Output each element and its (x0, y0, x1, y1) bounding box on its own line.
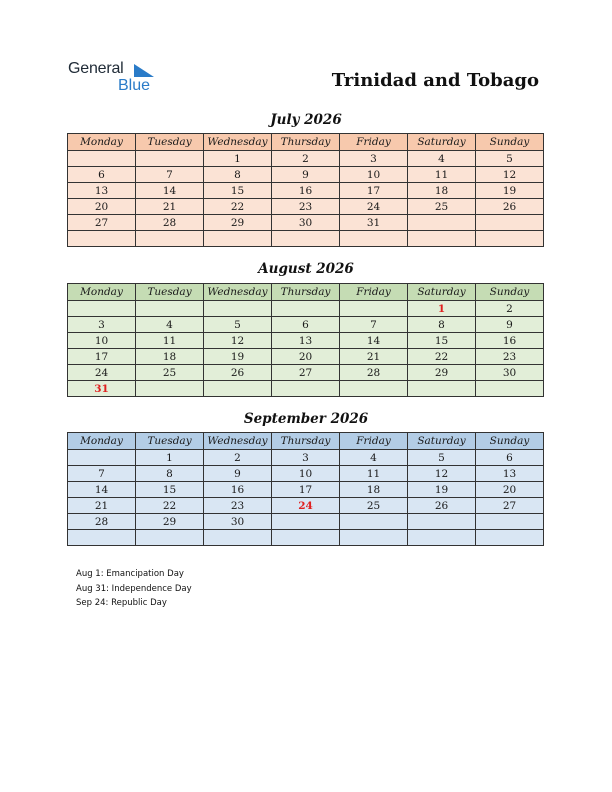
day-cell (408, 381, 476, 397)
day-cell (68, 231, 136, 247)
day-cell (68, 450, 136, 466)
day-cell: 24 (340, 199, 408, 215)
day-cell: 20 (68, 199, 136, 215)
day-cell: 12 (204, 333, 272, 349)
weekday-header: Monday (68, 284, 136, 301)
holiday-notes (76, 567, 192, 611)
week-row (68, 301, 544, 317)
day-cell (136, 151, 204, 167)
weekday-header: Sunday (476, 284, 544, 301)
day-cell: 29 (136, 514, 204, 530)
day-cell: 4 (136, 317, 204, 333)
day-cell (340, 514, 408, 530)
week-row (68, 167, 544, 183)
day-cell (408, 215, 476, 231)
weekday-header: Tuesday (136, 433, 204, 450)
day-cell: 10 (340, 167, 408, 183)
weekday-header: Thursday (272, 284, 340, 301)
day-cell: 31 (340, 215, 408, 231)
day-cell: 28 (340, 365, 408, 381)
holiday-day-cell: 1 (408, 301, 476, 317)
day-cell (340, 301, 408, 317)
day-cell: 10 (68, 333, 136, 349)
day-cell: 22 (408, 349, 476, 365)
weekday-header: Wednesday (204, 134, 272, 151)
day-cell (136, 231, 204, 247)
holiday-note: Sep 24: Republic Day (76, 598, 167, 608)
weekday-header: Monday (68, 134, 136, 151)
week-row (68, 199, 544, 215)
weekday-header: Sunday (476, 134, 544, 151)
day-cell: 22 (204, 199, 272, 215)
day-cell: 25 (408, 199, 476, 215)
day-cell: 13 (68, 183, 136, 199)
day-cell: 6 (476, 450, 544, 466)
day-cell: 25 (340, 498, 408, 514)
day-cell (68, 530, 136, 546)
month-calendar-table (67, 133, 544, 247)
day-cell: 9 (204, 466, 272, 482)
logo (68, 60, 168, 96)
weekday-header: Friday (340, 284, 408, 301)
day-cell: 19 (204, 349, 272, 365)
week-row (68, 317, 544, 333)
week-row (68, 183, 544, 199)
day-cell: 8 (408, 317, 476, 333)
weekday-header: Tuesday (136, 284, 204, 301)
week-row (68, 450, 544, 466)
day-cell (272, 514, 340, 530)
weekday-header: Saturday (408, 433, 476, 450)
day-cell (204, 231, 272, 247)
day-cell (136, 381, 204, 397)
day-cell (408, 231, 476, 247)
weekday-header: Wednesday (204, 284, 272, 301)
month-title: September 2026 (243, 411, 369, 427)
day-cell: 20 (476, 482, 544, 498)
day-cell: 3 (68, 317, 136, 333)
day-cell: 2 (476, 301, 544, 317)
day-cell: 2 (272, 151, 340, 167)
month-calendar-table (67, 283, 544, 397)
week-row (68, 365, 544, 381)
day-cell (476, 530, 544, 546)
day-cell: 23 (204, 498, 272, 514)
day-cell: 10 (272, 466, 340, 482)
day-cell: 19 (408, 482, 476, 498)
day-cell (476, 215, 544, 231)
weekday-header-row (68, 284, 544, 301)
week-row (68, 530, 544, 546)
month-calendar-table (67, 432, 544, 546)
day-cell: 18 (340, 482, 408, 498)
day-cell: 13 (476, 466, 544, 482)
day-cell (272, 301, 340, 317)
day-cell: 7 (68, 466, 136, 482)
day-cell: 28 (68, 514, 136, 530)
holiday-day-cell: 31 (68, 381, 136, 397)
holiday-day-cell: 24 (272, 498, 340, 514)
day-cell (476, 381, 544, 397)
day-cell: 23 (476, 349, 544, 365)
day-cell: 30 (204, 514, 272, 530)
day-cell (272, 381, 340, 397)
logo-triangle-icon (134, 63, 154, 77)
day-cell: 26 (204, 365, 272, 381)
weekday-header-row (68, 433, 544, 450)
day-cell: 25 (136, 365, 204, 381)
day-cell: 16 (204, 482, 272, 498)
day-cell (272, 530, 340, 546)
week-row (68, 482, 544, 498)
month-title: July 2026 (270, 112, 342, 128)
day-cell: 9 (476, 317, 544, 333)
day-cell: 7 (340, 317, 408, 333)
day-cell: 8 (204, 167, 272, 183)
weekday-header: Thursday (272, 433, 340, 450)
day-cell (68, 151, 136, 167)
week-row (68, 498, 544, 514)
day-cell: 26 (476, 199, 544, 215)
day-cell: 9 (272, 167, 340, 183)
week-row (68, 466, 544, 482)
day-cell: 11 (408, 167, 476, 183)
month-title: August 2026 (258, 261, 354, 277)
day-cell: 5 (476, 151, 544, 167)
day-cell: 27 (68, 215, 136, 231)
day-cell: 8 (136, 466, 204, 482)
day-cell: 26 (408, 498, 476, 514)
week-row (68, 151, 544, 167)
day-cell: 4 (340, 450, 408, 466)
day-cell: 3 (340, 151, 408, 167)
weekday-header: Saturday (408, 134, 476, 151)
day-cell (204, 301, 272, 317)
day-cell: 11 (136, 333, 204, 349)
day-cell (272, 231, 340, 247)
weekday-header: Saturday (408, 284, 476, 301)
day-cell (68, 301, 136, 317)
day-cell (340, 231, 408, 247)
logo-text-blue: Blue (118, 77, 151, 94)
weekday-header: Monday (68, 433, 136, 450)
day-cell: 30 (476, 365, 544, 381)
day-cell: 27 (476, 498, 544, 514)
day-cell: 7 (136, 167, 204, 183)
day-cell (476, 231, 544, 247)
day-cell: 13 (272, 333, 340, 349)
country-title: Trinidad and Tobago (331, 70, 539, 91)
day-cell: 29 (204, 215, 272, 231)
day-cell: 14 (340, 333, 408, 349)
day-cell: 5 (408, 450, 476, 466)
week-row (68, 381, 544, 397)
day-cell (340, 381, 408, 397)
day-cell (408, 514, 476, 530)
day-cell (476, 514, 544, 530)
day-cell: 27 (272, 365, 340, 381)
week-row (68, 349, 544, 365)
weekday-header: Wednesday (204, 433, 272, 450)
logo-text-general: General (68, 60, 124, 77)
day-cell: 22 (136, 498, 204, 514)
day-cell (204, 381, 272, 397)
day-cell: 17 (68, 349, 136, 365)
day-cell: 18 (408, 183, 476, 199)
day-cell: 23 (272, 199, 340, 215)
weekday-header: Tuesday (136, 134, 204, 151)
day-cell (204, 530, 272, 546)
day-cell: 16 (476, 333, 544, 349)
day-cell: 21 (340, 349, 408, 365)
day-cell: 4 (408, 151, 476, 167)
week-row (68, 333, 544, 349)
day-cell: 28 (136, 215, 204, 231)
day-cell: 17 (272, 482, 340, 498)
day-cell: 21 (68, 498, 136, 514)
weekday-header: Friday (340, 433, 408, 450)
day-cell: 20 (272, 349, 340, 365)
day-cell: 29 (408, 365, 476, 381)
day-cell: 18 (136, 349, 204, 365)
day-cell: 6 (272, 317, 340, 333)
day-cell (136, 301, 204, 317)
day-cell: 19 (476, 183, 544, 199)
holiday-note: Aug 1: Emancipation Day (76, 569, 184, 579)
day-cell (136, 530, 204, 546)
day-cell: 21 (136, 199, 204, 215)
weekday-header: Friday (340, 134, 408, 151)
weekday-header: Thursday (272, 134, 340, 151)
day-cell: 12 (408, 466, 476, 482)
weekday-header: Sunday (476, 433, 544, 450)
week-row (68, 215, 544, 231)
day-cell: 30 (272, 215, 340, 231)
day-cell: 17 (340, 183, 408, 199)
day-cell: 15 (136, 482, 204, 498)
day-cell: 16 (272, 183, 340, 199)
day-cell (340, 530, 408, 546)
day-cell: 2 (204, 450, 272, 466)
week-row (68, 514, 544, 530)
week-row (68, 231, 544, 247)
day-cell: 24 (68, 365, 136, 381)
day-cell: 1 (136, 450, 204, 466)
day-cell: 14 (68, 482, 136, 498)
holiday-note: Aug 31: Independence Day (76, 583, 192, 594)
day-cell: 6 (68, 167, 136, 183)
day-cell: 11 (340, 466, 408, 482)
day-cell: 3 (272, 450, 340, 466)
day-cell: 1 (204, 151, 272, 167)
day-cell (408, 530, 476, 546)
day-cell: 12 (476, 167, 544, 183)
day-cell: 14 (136, 183, 204, 199)
day-cell: 5 (204, 317, 272, 333)
day-cell: 15 (408, 333, 476, 349)
weekday-header-row (68, 134, 544, 151)
day-cell: 15 (204, 183, 272, 199)
